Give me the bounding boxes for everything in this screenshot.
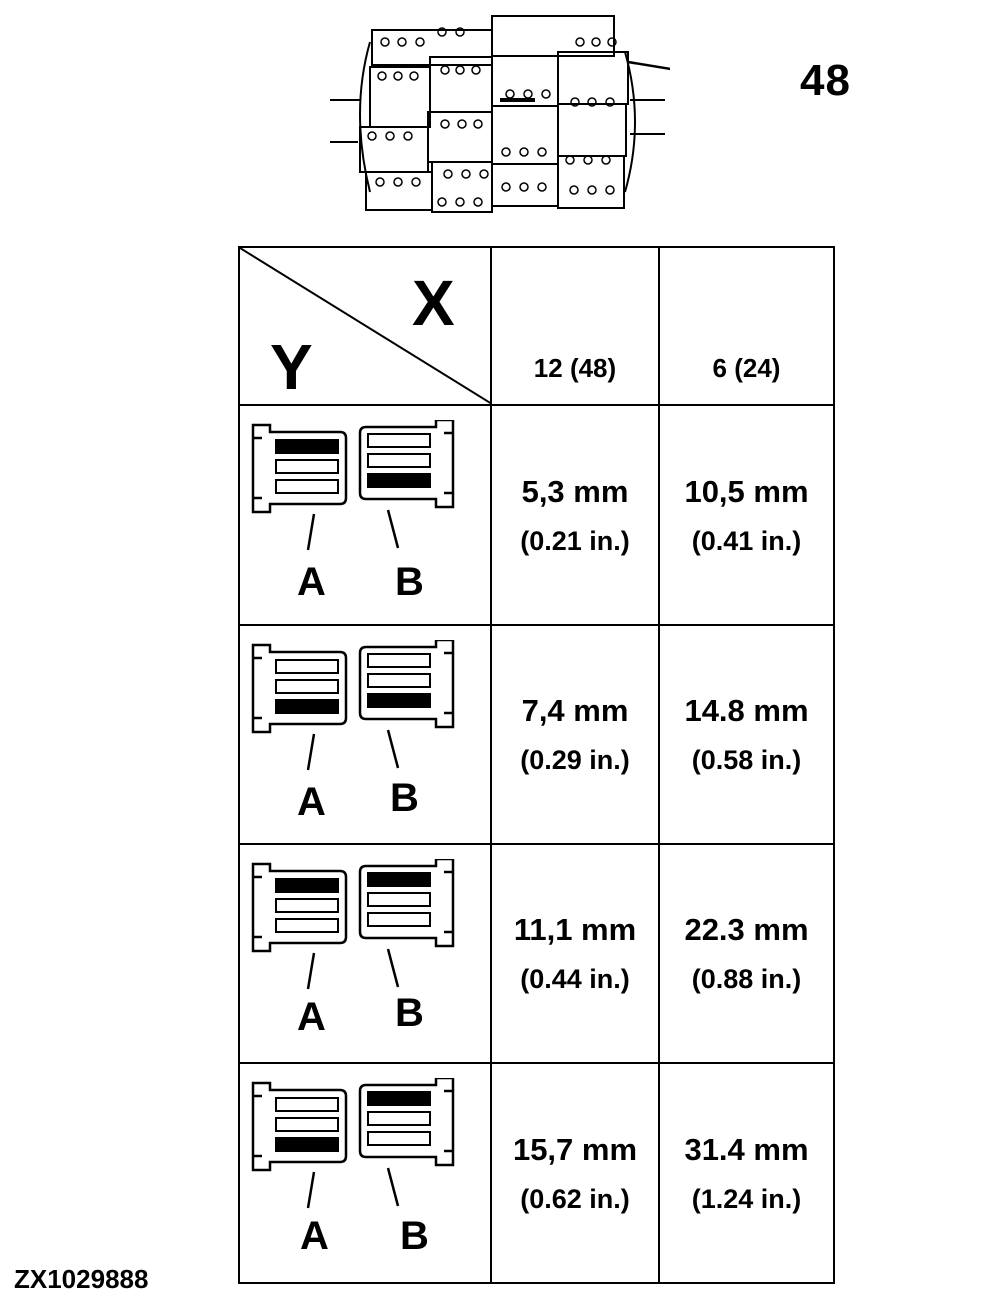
empty-slot-b xyxy=(368,674,430,687)
leader-line-a xyxy=(308,734,314,770)
empty-slot-a xyxy=(276,660,338,673)
value-inch: (0.62 in.) xyxy=(520,1183,630,1214)
leader-line-b xyxy=(388,1168,398,1206)
value-cell-6-24 xyxy=(659,844,834,1063)
empty-slot-a xyxy=(276,480,338,493)
value-mm: 22.3 mm xyxy=(684,912,809,947)
filled-slot-b xyxy=(368,1092,430,1105)
empty-slot-b xyxy=(368,893,430,906)
label-b: B xyxy=(390,776,419,820)
value-mm: 31.4 mm xyxy=(684,1131,809,1167)
value-cell-12-48 xyxy=(491,625,659,844)
empty-slot-a xyxy=(276,680,338,693)
value-cell-6-24 xyxy=(659,405,834,625)
spacer-config-cell xyxy=(239,405,491,625)
value-mm: 10,5 mm xyxy=(684,473,809,509)
empty-slot-a xyxy=(276,1118,338,1131)
empty-slot-b xyxy=(368,1132,430,1145)
empty-slot-b xyxy=(368,434,430,447)
figure-id: ZX1029888 xyxy=(14,1264,149,1294)
value-inch: (0.41 in.) xyxy=(691,525,802,556)
leader-line-a xyxy=(308,953,314,989)
x-axis-label: X xyxy=(412,267,455,339)
value-inch: (1.24 in.) xyxy=(691,1183,802,1214)
empty-slot-a xyxy=(276,1098,338,1111)
label-b: B xyxy=(395,991,424,1035)
empty-slot-a xyxy=(276,919,338,932)
filled-slot-b xyxy=(368,694,430,707)
filled-slot-a xyxy=(276,1138,338,1151)
filled-slot-a xyxy=(276,700,338,713)
leader-line-a xyxy=(308,514,314,550)
value-inch: (0.29 in.) xyxy=(520,745,630,775)
value-cell-6-24 xyxy=(659,625,834,844)
leader-line-b xyxy=(388,730,398,768)
label-a: A xyxy=(300,1214,329,1258)
value-cell-6-24 xyxy=(659,1063,834,1283)
filled-slot-b xyxy=(368,474,430,487)
empty-slot-a xyxy=(276,899,338,912)
spacer-config-icon xyxy=(248,640,463,790)
leader-line-b xyxy=(388,949,398,987)
value-inch: (0.88 in.) xyxy=(691,964,802,994)
spacer-config-cell xyxy=(239,1063,491,1283)
empty-slot-b xyxy=(368,913,430,926)
y-axis-label: Y xyxy=(270,331,313,403)
filled-slot-b xyxy=(368,873,430,886)
value-mm: 14.8 mm xyxy=(684,693,809,728)
value-cell-12-48 xyxy=(491,1063,659,1283)
value-mm: 11,1 mm xyxy=(513,912,637,947)
spacer-config-cell xyxy=(239,625,491,844)
label-b: B xyxy=(395,560,424,604)
filled-slot-a xyxy=(276,440,338,453)
column-header-1: 12 (48) xyxy=(491,247,659,405)
empty-slot-b xyxy=(368,454,430,467)
value-inch: (0.44 in.) xyxy=(520,964,630,994)
spacer-config-cell xyxy=(239,844,491,1063)
track-assembly-illustration xyxy=(330,12,670,217)
value-inch: (0.21 in.) xyxy=(520,525,630,556)
value-cell-12-48 xyxy=(491,844,659,1063)
filled-slot-a xyxy=(276,879,338,892)
leader-line-b xyxy=(388,510,398,548)
value-cell-12-48 xyxy=(491,405,659,625)
value-inch: (0.58 in.) xyxy=(691,745,802,775)
column-header-2: 6 (24) xyxy=(659,247,834,405)
spacer-config-icon xyxy=(248,859,463,1009)
leader-line-a xyxy=(308,1172,314,1208)
spacer-config-icon xyxy=(248,1078,463,1228)
value-mm: 5,3 mm xyxy=(521,473,629,509)
empty-slot-b xyxy=(368,654,430,667)
label-a: A xyxy=(297,560,326,604)
value-mm: 7,4 mm xyxy=(521,693,629,728)
spacer-spec-table xyxy=(238,246,835,1284)
label-b: B xyxy=(400,1214,429,1258)
empty-slot-a xyxy=(276,460,338,473)
spacer-config-icon xyxy=(248,420,463,570)
label-a: A xyxy=(297,995,326,1039)
corner-header-cell xyxy=(239,247,491,405)
value-mm: 15,7 mm xyxy=(512,1131,638,1167)
callout-number: 48 xyxy=(800,56,851,105)
empty-slot-b xyxy=(368,1112,430,1125)
label-a: A xyxy=(297,780,326,824)
